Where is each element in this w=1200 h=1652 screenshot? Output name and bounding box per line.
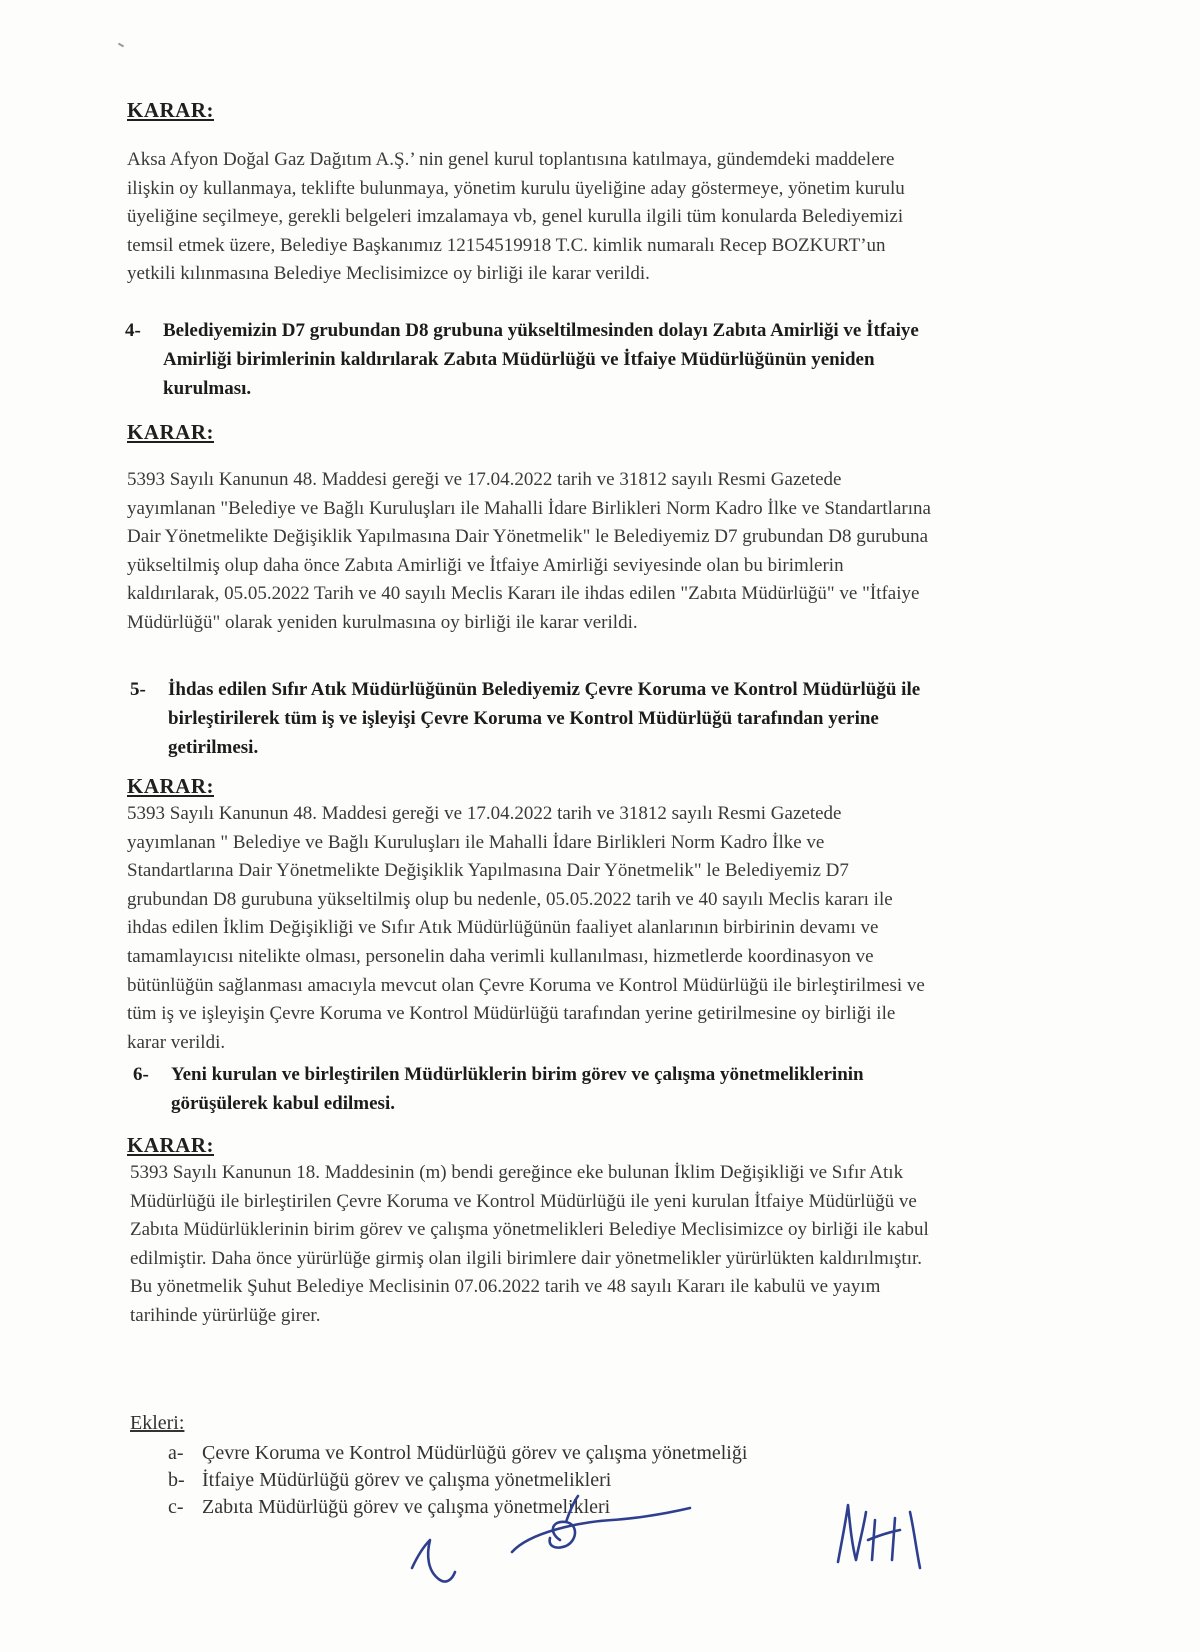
karar-heading: KARAR: xyxy=(127,774,214,798)
paragraph-line: 5393 Sayılı Kanunun 48. Maddesi gereği ve 17.04.2022 tarih ve 31812 sayılı Resmi Gazetede xyxy=(127,469,842,490)
signature-3 xyxy=(838,1505,920,1568)
attachment-letter: c- xyxy=(168,1496,184,1518)
paragraph-line: 5393 Sayılı Kanunun 48. Maddesi gereği ve 17.04.2022 tarih ve 31812 sayılı Resmi Gazetede xyxy=(127,803,842,824)
item-title-line: görüşülerek kabul edilmesi. xyxy=(171,1093,395,1114)
signature-1 xyxy=(412,1540,455,1582)
item-title xyxy=(163,316,1105,403)
paragraph-line: temsil etmek üzere, Belediye Başkanımız 12154519918 T.C. kimlik numaralı Recep BOZKURT’un xyxy=(127,234,886,256)
paragraph-line: yükseltilmiş olup daha önce Zabıta Amirliği ve İtfaiye Amirliği seviyesinde olan bu birimlerin xyxy=(127,554,844,576)
paragraph-line: ihdas edilen İklim Değişikliği ve Sıfır Atık Müdürlüğünün faaliyet alanlarının birbirinin devamı ve xyxy=(127,917,879,939)
attachment-letter: b- xyxy=(168,1469,185,1491)
item-title xyxy=(171,1060,1113,1118)
paragraph-line: Dair Yönetmelikte Değişiklik Yapılmasına Dair Yönetmelik" le Belediyemiz D7 grubundan D8 gurubuna xyxy=(127,526,929,548)
paragraph-line: Müdürlüğü" olarak yeniden kurulmasına oy birliği ile karar verildi. xyxy=(127,611,638,633)
paragraph-line: yayımlanan " Belediye ve Bağlı Kuruluşları ile Mahalli İdare Birlikleri Norm Kadro İlke ve xyxy=(127,831,825,853)
item-title-line: Amirliği birimlerinin kaldırılarak Zabıta Müdürlüğü ve İtfaiye Müdürlüğünün yeniden xyxy=(163,349,875,370)
paragraph-line: yayımlanan "Belediye ve Bağlı Kuruluşları ile Mahalli İdare Birlikleri Norm Kadro İlke ve Standartlarına xyxy=(127,497,931,519)
attachment-text: Çevre Koruma ve Kontrol Müdürlüğü görev ve çalışma yönetmeliği xyxy=(202,1442,748,1464)
karar-heading: KARAR: xyxy=(127,98,214,122)
paragraph-line: kaldırılarak, 05.05.2022 Tarih ve 40 sayılı Meclis Kararı ile ihdas edilen "Zabıta Müdürlüğü" ve "İtfaiye xyxy=(127,583,920,605)
item-title-line: birleştirilerek tüm iş ve işleyişi Çevre Koruma ve Kontrol Müdürlüğü tarafından yerine xyxy=(168,708,879,729)
paragraph-line: Müdürlüğü ile birleştirilen Çevre Koruma ve Kontrol Müdürlüğü ile yeni kurulan İtfaiye Müdürlüğü ve xyxy=(130,1190,917,1212)
item-number: 6- xyxy=(133,1064,149,1085)
agenda-item-4 xyxy=(125,316,1105,403)
paragraph-line: Bu yönetmelik Şuhut Belediye Meclisinin 07.06.2022 tarih ve 48 sayılı Kararı ile kabulü ve yayım xyxy=(130,1276,881,1298)
paragraph-line: 5393 Sayılı Kanunun 18. Maddesinin (m) bendi gereğince eke bulunan İklim Değişikliği ve Sıfır Atık xyxy=(130,1162,904,1183)
item-title-line: Yeni kurulan ve birleştirilen Müdürlüklerin birim görev ve çalışma yönetmeliklerinin xyxy=(171,1064,864,1085)
item-title-line: kurulması. xyxy=(163,378,252,399)
item-title-line: getirilmesi. xyxy=(168,737,259,758)
attachment-text: Zabıta Müdürlüğü görev ve çalışma yönetmelikleri xyxy=(202,1496,611,1518)
item-title-line: Belediyemizin D7 grubundan D8 grubuna yükseltilmesinden dolayı Zabıta Amirliği ve İtfaiye xyxy=(163,320,919,341)
paragraph-line: karar verildi. xyxy=(127,1031,226,1053)
item-number: 4- xyxy=(125,320,141,341)
paragraph-line: Standartlarına Dair Yönetmelikte Değişiklik Yapılmasına Dair Yönetmelik" le Belediyemiz D7 xyxy=(127,860,849,882)
attachment-item xyxy=(168,1467,747,1494)
scan-speck xyxy=(118,43,124,48)
karar-paragraph xyxy=(127,466,1117,638)
karar-paragraph xyxy=(127,800,1117,1057)
paragraph-line: yetkili kılınmasına Belediye Meclisimizce oy birliği ile karar verildi. xyxy=(127,263,650,285)
paragraph-line: tamamlayıcısı nitelikte olması, personelin daha verimli kullanılması, hizmetlerde koordinasyon ve xyxy=(127,945,874,967)
paragraph-line: bütünlüğün sağlanması amacıyla mevcut olan Çevre Koruma ve Kontrol Müdürlüğü ile birleştirilmesi ve xyxy=(127,974,925,996)
paragraph-line: tarihinde yürürlüğe girer. xyxy=(130,1304,321,1326)
attachment-text: İtfaiye Müdürlüğü görev ve çalışma yönetmelikleri xyxy=(202,1469,612,1491)
item-title xyxy=(168,675,1110,762)
agenda-item-6 xyxy=(133,1060,1113,1118)
item-number: 5- xyxy=(130,679,146,700)
karar-heading: KARAR: xyxy=(127,1133,214,1157)
paragraph-line: tüm iş ve işleyişin Çevre Koruma ve Kontrol Müdürlüğü tarafından yerine getirilmesine oy birliği ile xyxy=(127,1003,896,1025)
attachment-item xyxy=(168,1440,747,1467)
attachments-title: Ekleri: xyxy=(130,1412,185,1434)
attachment-item xyxy=(168,1494,747,1521)
paragraph-line: Zabıta Müdürlüklerinin birim görev ve çalışma yönetmelikleri Belediye Meclisimizce oy birliği ile kabul xyxy=(130,1219,929,1241)
paragraph-line: grubundan D8 gurubuna yükseltilmiş olup bu nedenle, 05.05.2022 tarih ve 40 sayılı Meclis kararı ile xyxy=(127,888,893,910)
karar-paragraph xyxy=(130,1159,1115,1331)
agenda-item-5 xyxy=(130,675,1110,762)
karar-heading: KARAR: xyxy=(127,420,214,444)
paragraph-line: ilişkin oy kullanmaya, teklifte bulunmaya, yönetim kurulu üyeliğine aday göstermeye, yönetim kurulu xyxy=(127,177,905,199)
karar-paragraph xyxy=(127,146,1127,289)
attachments-list xyxy=(168,1440,747,1521)
attachment-letter: a- xyxy=(168,1442,184,1464)
paragraph-line: edilmiştir. Daha önce yürürlüğe girmiş olan ilgili birimlere dair yönetmelikler yürürlükten kaldırılmıştır. xyxy=(130,1247,923,1269)
paragraph-line: üyeliğine seçilmeye, gerekli belgeleri imzalamaya vb, genel kurulla ilgili tüm konularda Belediyemizi xyxy=(127,206,904,228)
paragraph-line: Aksa Afyon Doğal Gaz Dağıtım A.Ş.’ nin genel kurul toplantısına katılmaya, gündemdeki maddelere xyxy=(127,149,895,170)
item-title-line: İhdas edilen Sıfır Atık Müdürlüğünün Belediyemiz Çevre Koruma ve Kontrol Müdürlüğü ile xyxy=(168,679,921,700)
